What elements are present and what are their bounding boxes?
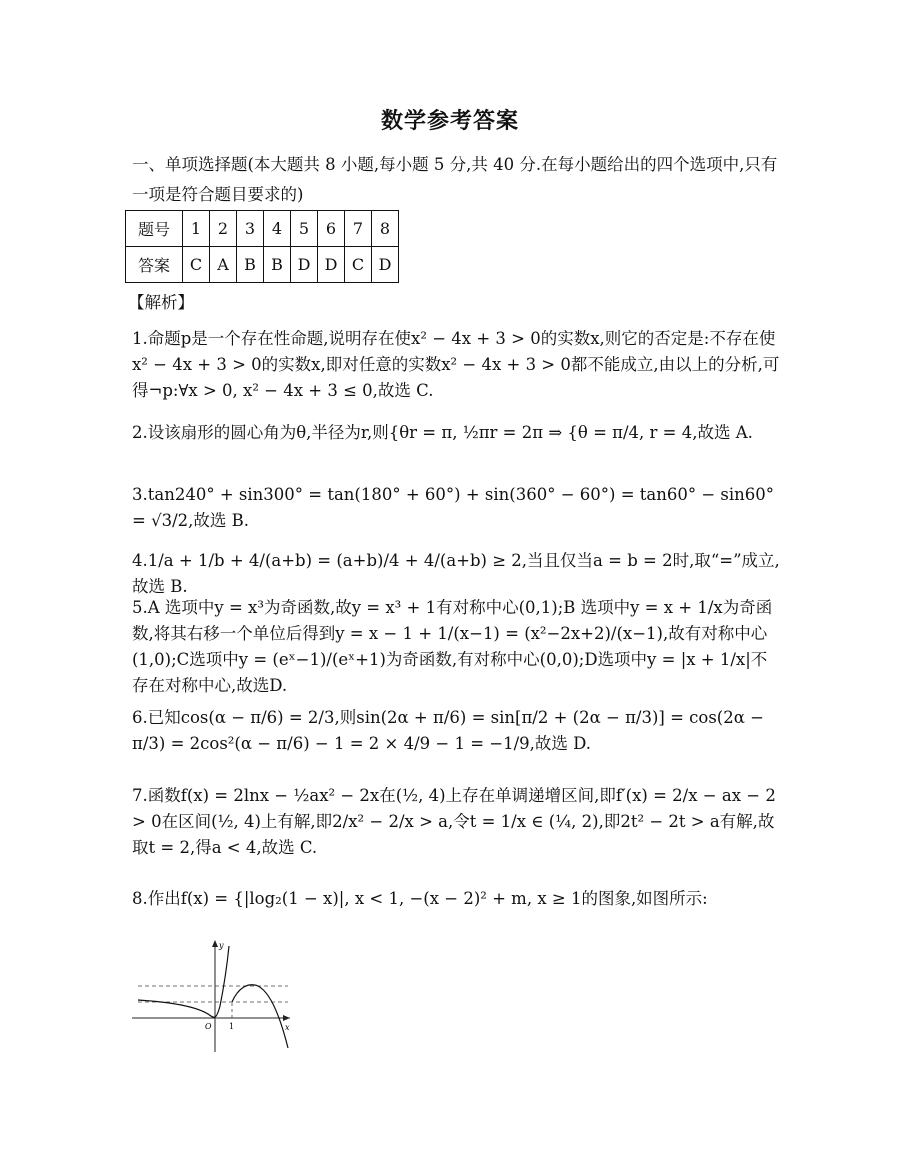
origin-label: O: [205, 1022, 212, 1031]
answer-table: [125, 210, 399, 283]
solution-2: 2.设该扇形的圆心角为θ,半径为r,则{θr = π, ½πr = 2π ⇒ {θ = π/4, r = 4,故选 A.: [132, 423, 753, 442]
table-cell: 4: [264, 211, 291, 247]
table-cell: D: [318, 247, 345, 283]
row-label-number: 题号: [126, 211, 183, 247]
table-cell: 3: [237, 211, 264, 247]
tick-label-1: 1: [229, 1022, 235, 1031]
table-cell: 6: [318, 211, 345, 247]
solution-7: 7.函数f(x) = 2lnx − ½ax² − 2x在(½, 4)上存在单调递增区间,即f′(x) = 2/x − ax − 2 > 0在区间(½, 4)上有解,即2/x² − 2/x > a,令t = 1/x ∈ (¼, 2),即2t² − 2t > a有解,故取t = 2,得a < 4,故选 C.: [132, 786, 776, 857]
table-cell: B: [264, 247, 291, 283]
table-cell: 7: [345, 211, 372, 247]
table-cell: 1: [183, 211, 210, 247]
solution-1: 1.命题p是一个存在性命题,说明存在使x² − 4x + 3 > 0的实数x,则它的否定是:不存在使x² − 4x + 3 > 0的实数x,即对任意的实数x² − 4x + 3 > 0都不能成立,由以上的分析,可得¬p:∀x > 0, x² − 4x + 3 ≤ 0,故选 C.: [132, 329, 780, 400]
solution-8: 8.作出f(x) = {|log₂(1 − x)|, x < 1, −(x − 2)² + m, x ≥ 1的图象,如图所示:: [132, 889, 708, 908]
table-row-numbers: [126, 211, 399, 247]
table-cell: C: [345, 247, 372, 283]
table-cell: D: [291, 247, 318, 283]
solution-6: 6.已知cos(α − π/6) = 2/3,则sin(2α + π/6) = sin[π/2 + (2α − π/3)] = cos(2α − π/3) = 2cos²(α − π/6) − 1 = 2 × 4/9 − 1 = −1/9,故选 D.: [132, 708, 764, 753]
row-label-answer: 答案: [126, 247, 183, 283]
parabola-branch-curve: [232, 985, 288, 1048]
table-cell: 8: [372, 211, 399, 247]
solution-4: 4.1/a + 1/b + 4/(a+b) = (a+b)/4 + 4/(a+b) ≥ 2,当且仅当a = b = 2时,取“=”成立,故选 B.: [132, 551, 780, 596]
table-cell: 5: [291, 211, 318, 247]
y-axis-label: y: [219, 941, 224, 950]
x-axis-label: x: [285, 1023, 290, 1032]
table-cell: B: [237, 247, 264, 283]
section-one-heading: 一、单项选择题(本大题共 8 小题,每小题 5 分,共 40 分.在每小题给出的四个选项中,只有一项是符合题目要求的): [132, 155, 778, 204]
function-graph-figure: [130, 936, 300, 1054]
solution-5: 5.A 选项中y = x³为奇函数,故y = x³ + 1有对称中心(0,1);B 选项中y = x + 1/x为奇函数,将其右移一个单位后得到y = x − 1 + 1/(x−1) = (x²−2x+2)/(x−1),故有对称中心(1,0);C选项中y = (eˣ−1)/(eˣ+1)为奇函数,有对称中心(0,0);D选项中y = |x + 1/x|不存在对称中心,故选D.: [132, 598, 773, 695]
x-axis-arrow-icon: [283, 1015, 290, 1021]
page-title: 数学参考答案: [380, 108, 519, 134]
y-axis-arrow-icon: [212, 940, 218, 947]
solution-3: 3.tan240° + sin300° = tan(180° + 60°) + sin(360° − 60°) = tan60° − sin60° = √3/2,故选 B.: [132, 485, 775, 530]
table-row-answers: [126, 247, 399, 283]
table-cell: D: [372, 247, 399, 283]
table-cell: A: [210, 247, 237, 283]
analysis-label: 【解析】: [128, 293, 194, 312]
table-cell: 2: [210, 211, 237, 247]
table-cell: C: [183, 247, 210, 283]
